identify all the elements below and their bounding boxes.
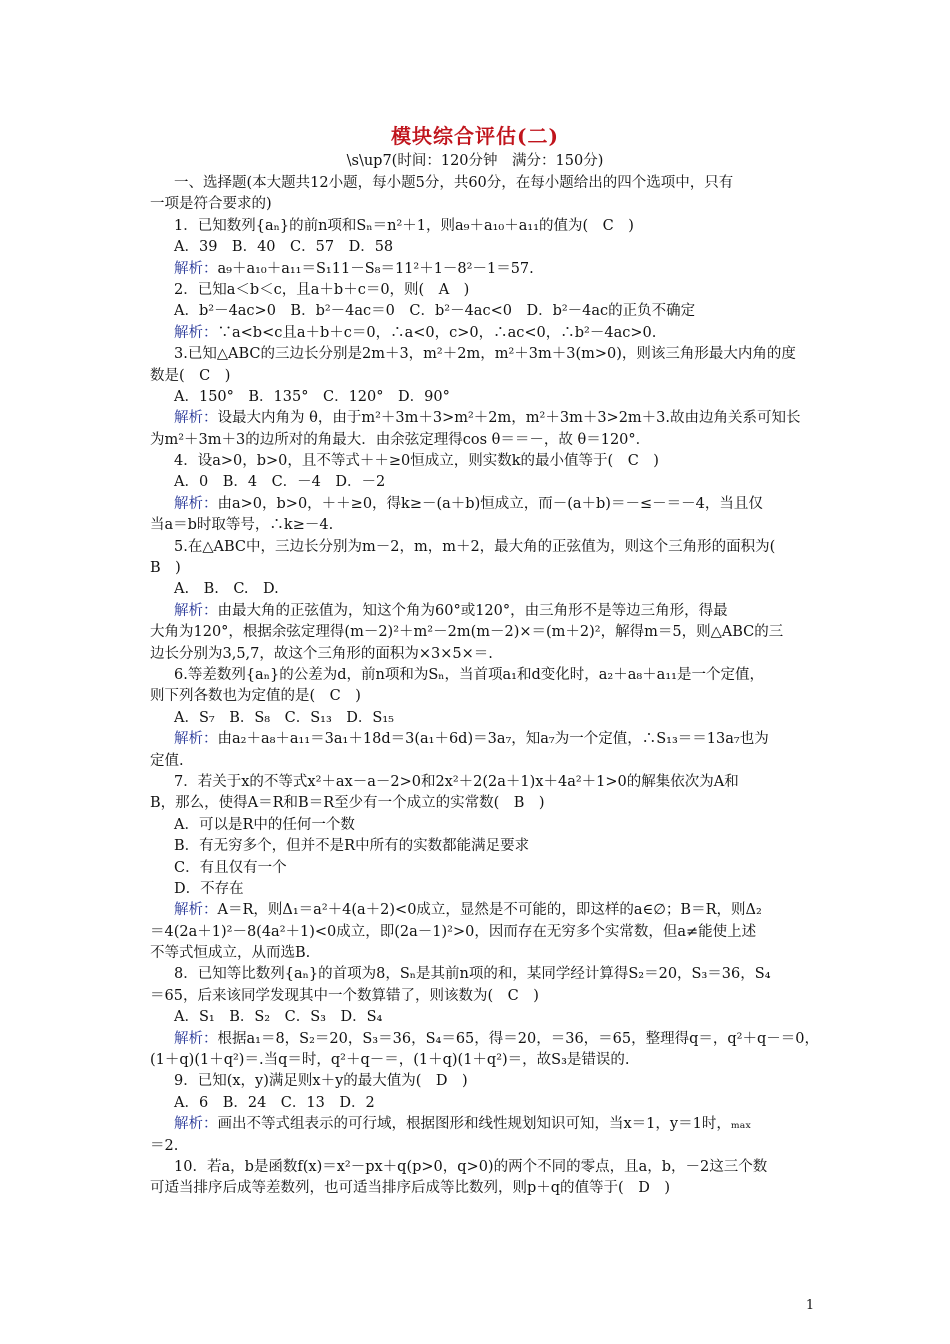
question-line: 9．已知(x，y)满足则x＋y的最大值为( D ) (174, 1073, 468, 1090)
solution-text: 由a₂＋a₈＋a₁₁＝3a₁＋18d＝3(a₁＋6d)＝3a₇，知a₇为一个定值，∴S₁₃＝＝13a₇也为 (217, 731, 769, 748)
solution-line (150, 408, 820, 429)
solution-label: 解析： (174, 495, 218, 512)
solution-label: 解析： (174, 731, 218, 748)
solution-line (150, 601, 820, 622)
solution-line (150, 900, 820, 921)
solution-line (150, 1029, 820, 1050)
solution-label: 解析： (174, 1030, 218, 1047)
question-line: A．S₁ B．S₂ C．S₃ D．S₄ (174, 1009, 383, 1026)
question-line: A．150° B．135° C．120° D．90° (174, 388, 450, 405)
solution-line: 当a＝b时取等号，∴k≥－4. (150, 517, 334, 534)
solution-line (150, 494, 820, 515)
solution-line: 定值. (150, 752, 184, 769)
solution-label: 解析： (174, 324, 218, 341)
question-line: 1．已知数列{aₙ}的前n项和Sₙ＝n²＋1，则a₉＋a₁₀＋a₁₁的值为( C ) (174, 217, 634, 234)
question-line: A．可以是R中的任何一个数 (174, 816, 355, 833)
solution-line (150, 1114, 820, 1135)
question-line: B ) (150, 560, 181, 577)
question-line: C．有且仅有一个 (174, 859, 287, 876)
solution-text: 画出不等式组表示的可行域，根据图形和线性规划知识可知，当x＝1，y＝1时，ₘₐₓ (217, 1116, 752, 1133)
question-line: A．0 B．4 C．－4 D．－2 (174, 474, 386, 491)
question-line: 3.已知△ABC的三边长分别是2m＋3，m²＋2m，m²＋3m＋3(m>0)，则该三角形最大内角的度 (174, 346, 796, 363)
solution-line: 为m²＋3m＋3的边所对的角最大．由余弦定理得cos θ＝＝－，故 θ＝120°． (150, 431, 651, 448)
solution-text: 由a>0，b>0，＋＋≥0，得k≥－(a＋b)恒成立，而－(a＋b)＝－≤－＝－4，当且仅 (217, 495, 763, 512)
question-line: A．S₇ B．S₈ C．S₁₃ D．S₁₅ (174, 709, 394, 726)
solution-text: 根据a₁＝8，S₂＝20，S₃＝36，S₄＝65，得＝20，＝36，＝65，整理得q＝，q²＋q－＝0， (217, 1030, 820, 1047)
question-line: 则下列各数也为定值的是( C ) (150, 688, 361, 705)
question-line: 6.等差数列{aₙ}的公差为d，前n项和为Sₙ，当首项a₁和d变化时，a₂＋a₈＋a₁₁是一个定值， (174, 666, 764, 683)
question-line: 一、选择题(本大题共12小题，每小题5分，共60分，在每小题给出的四个选项中，只有 (174, 175, 734, 191)
solution-text: 由最大角的正弦值为，知这个角为60°或120°，由三角形不是等边三角形，得最 (217, 602, 728, 619)
question-line: B，那么，使得A＝R和B＝R至少有一个成立的实常数( B ) (150, 795, 545, 812)
solution-label: 解析： (174, 602, 218, 619)
solution-line (150, 729, 820, 750)
solution-label: 解析： (174, 260, 218, 277)
exam-body (150, 173, 820, 1200)
solution-text: a₉＋a₁₀＋a₁₁＝S₁11－S₈＝11²＋1－8²－1＝57. (217, 260, 534, 277)
question-line: ＝65，后来该同学发现其中一个数算错了，则该数为( C ) (150, 987, 539, 1004)
solution-label: 解析： (174, 902, 218, 919)
solution-line (150, 259, 820, 280)
solution-line (150, 323, 820, 344)
document-title: 模块综合评估(二) (391, 124, 559, 148)
question-line: D．不存在 (174, 880, 244, 897)
solution-text: A＝R，则Δ₁＝a²＋4(a＋2)<0成立，显然是不可能的，即这样的a∈∅；B＝R，则Δ₂ (217, 902, 762, 919)
question-line: 4．设a>0，b>0，且不等式＋＋≥0恒成立，则实数k的最小值等于( C ) (174, 453, 659, 470)
solution-text: 设最大内角为 θ，由于m²＋3m＋3>m²＋2m，m²＋3m＋3>2m＋3.故由边角关系可知长 (217, 410, 801, 427)
question-line: 8．已知等比数列{aₙ}的首项为8，Sₙ是其前n项的和，某同学经计算得S₂＝20，S₃＝36，S₄ (174, 966, 771, 983)
question-line: A．b²－4ac>0 B．b²－4ac＝0 C．b²－4ac<0 D．b²－4ac的正负不确定 (174, 303, 696, 320)
question-line: 2．已知a＜b＜c，且a＋b＋c＝0，则( A ) (174, 281, 470, 298)
question-line: 10．若a，b是函数f(x)＝x²－px＋q(p>0，q>0)的两个不同的零点，且a，b，－2这三个数 (174, 1158, 768, 1175)
question-line: 7．若关于x的不等式x²＋ax－a－2>0和2x²＋2(2a＋1)x＋4a²＋1>0的解集依次为A和 (174, 773, 739, 790)
question-line: 一项是符合要求的) (150, 196, 272, 213)
solution-label: 解析： (174, 1116, 218, 1133)
question-line: A．39 B．40 C．57 D．58 (174, 239, 394, 256)
solution-line: 不等式恒成立，从而选B. (150, 945, 311, 962)
question-line: 数是( C ) (150, 367, 231, 384)
page-number: 1 (805, 1298, 815, 1313)
question-line: 5.在△ABC中，三边长分别为m－2，m，m＋2，最大角的正弦值为，则这个三角形的面积为( (174, 538, 776, 555)
solution-line: 大角为120°，根据余弦定理得(m－2)²＋m²－2m(m－2)×＝(m＋2)²，解得m＝5，则△ABC的三 (150, 624, 784, 641)
question-line: 可适当排序后成等差数列，也可适当排序后成等比数列，则p＋q的值等于( D ) (150, 1180, 671, 1197)
question-line: A. B. C. D. (174, 581, 279, 598)
exam-time-subtitle: \s\up7(时间：120分钟 满分：150分) (346, 153, 604, 169)
solution-text: ∵a<b<c且a＋b＋c＝0，∴a<0，c>0，∴ac<0，∴b²－4ac>0. (217, 324, 657, 341)
solution-line: ＝2. (150, 1137, 179, 1154)
solution-label: 解析： (174, 410, 218, 427)
solution-line: 边长分别为3,5,7，故这个三角形的面积为×3×5×＝. (150, 645, 493, 662)
solution-line: ＝4(2a＋1)²－8(4a²＋1)<0成立，即(2a－1)²>0，因而存在无穷多个实常数，但a≠能使上述 (150, 923, 757, 940)
solution-line: (1＋q)(1＋q²)＝.当q＝时，q²＋q－＝，(1＋q)(1＋q²)＝，故S₃是错误的. (150, 1052, 630, 1069)
question-line: A．6 B．24 C．13 D．2 (174, 1094, 375, 1111)
question-line: B．有无穷多个，但并不是R中所有的实数都能满足要求 (174, 838, 530, 855)
